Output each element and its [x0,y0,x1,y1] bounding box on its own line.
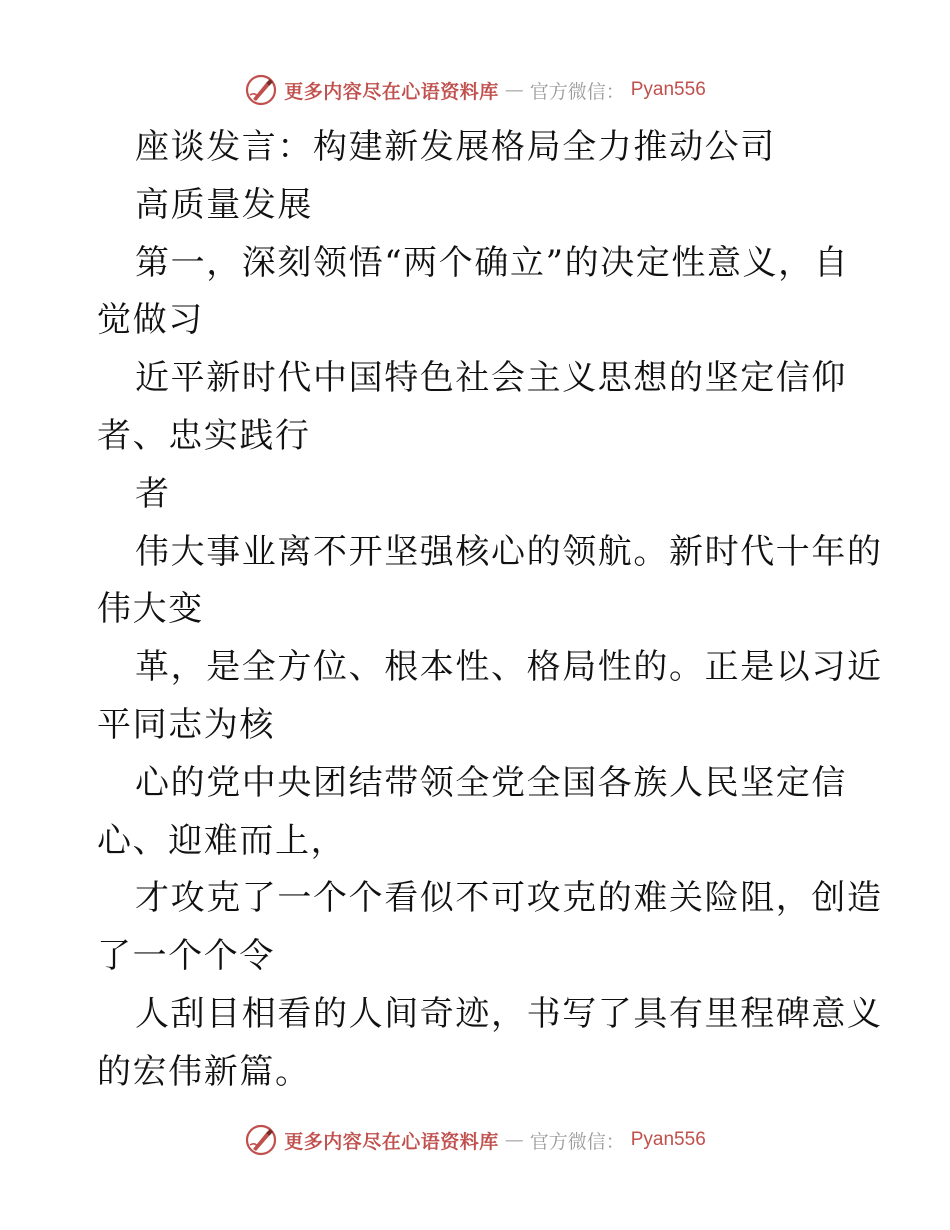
text-line: 革，是全方位、根本性、格局性的。正是以习近 [135,647,883,688]
banner-wechat-id: Pyan556 [630,1129,706,1150]
banner-separator: — [504,1129,524,1151]
pen-circle-logo-icon [244,73,278,107]
banner-wechat-id: Pyan556 [630,79,706,100]
footer-banner [0,1122,950,1158]
text-line: 者 [135,473,171,514]
banner-wechat-label: 官方微信： [529,80,625,103]
text-line: 心的党中央团结带领全党全国各族人民坚定信 [135,762,847,803]
text-line: 人刮目相看的人间奇迹，书写了具有里程碑意义 [135,993,883,1034]
text-line: 觉做习 [97,300,204,341]
text-line: 伟大事业离不开坚强核心的领航。新时代十年的 [135,531,883,572]
text-line: 伟大变 [97,589,204,630]
text-line: 第一，深刻领悟“两个确立”的决定性意义，自 [135,242,850,283]
document-body [97,119,883,1102]
pen-circle-logo-icon [244,1123,278,1157]
text-line: 近平新时代中国特色社会主义思想的坚定信仰 [135,358,847,399]
banner-main-text: 更多内容尽在心语资料库 [284,1130,499,1153]
banner-main-text: 更多内容尽在心语资料库 [284,80,499,103]
text-line: 了一个个令 [97,936,275,977]
banner-wechat-label: 官方微信： [529,1130,625,1153]
header-banner [0,72,950,108]
text-line: 座谈发言：构建新发展格局全力推动公司 [135,127,776,167]
text-line: 者、忠实践行 [97,415,311,456]
text-line: 平同志为核 [97,704,275,745]
text-line: 的宏伟新篇。 [97,1051,311,1092]
text-line: 心、迎难而上， [97,820,347,861]
banner-separator: — [504,79,524,101]
text-line: 才攻克了一个个看似不可攻克的难关险阻，创造 [135,878,883,919]
text-line: 高质量发展 [135,184,313,225]
